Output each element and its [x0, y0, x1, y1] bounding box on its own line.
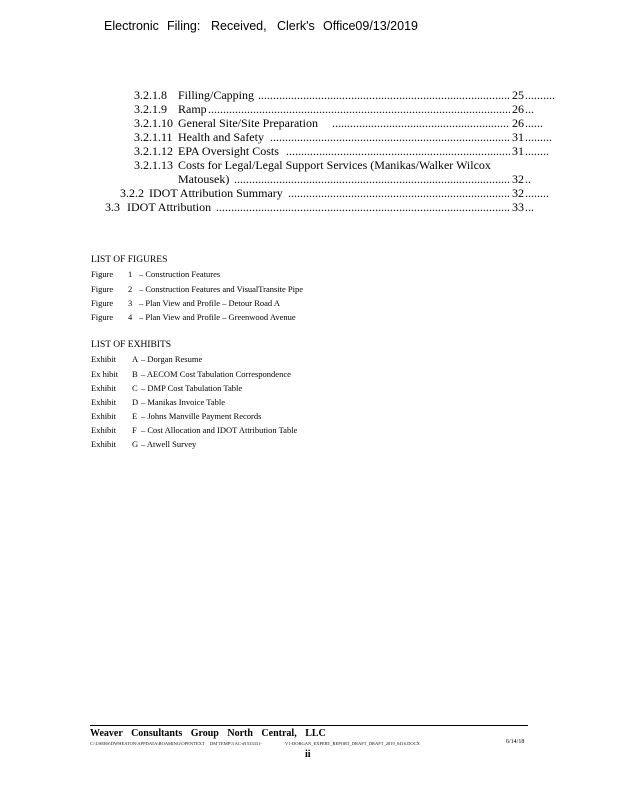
toc-number: 3.2.2	[120, 186, 144, 200]
toc-title: Ramp	[178, 102, 207, 116]
exhibit-label: Exhibit	[91, 354, 117, 364]
toc-trail: ......	[525, 116, 543, 130]
toc-trail: ...	[525, 200, 534, 214]
firm-name: Weaver Consultants Group North Central, LLC	[90, 728, 326, 739]
toc-number: 3.2.1.8	[134, 88, 167, 102]
toc-title: IDOT Attribution Summary	[149, 186, 283, 200]
toc-title-continued: Matousek)	[178, 172, 230, 186]
figure-label: Figure	[91, 298, 114, 308]
exhibit-letter: G	[132, 439, 139, 449]
toc-number: 3.2.1.10	[134, 116, 173, 130]
footer-date: 6/14/18	[506, 739, 525, 745]
toc-page: 33	[512, 200, 524, 214]
toc-trail: ........	[525, 144, 549, 158]
figure-desc: – Plan View and Profile – Detour Road A	[139, 298, 280, 308]
toc-number: 3.2.1.9	[134, 102, 167, 116]
file-path: C:\USERS\DWHEATON\APPDATA\ROAMING\OPENTEXT	[90, 741, 205, 746]
figure-desc: – Plan View and Profile – Greenwood Avenue	[139, 312, 296, 322]
footer-divider	[90, 725, 528, 726]
exhibit-letter: F	[132, 425, 137, 435]
toc-page: 32	[512, 186, 524, 200]
stamp-word: Office09/13/2019	[323, 19, 418, 33]
exhibit-desc: – Manikas Invoice Table	[141, 397, 225, 407]
exhibit-label: Exhibit	[91, 383, 117, 393]
toc-number: 3.2.1.12	[134, 144, 173, 158]
exhibits-heading: LIST OF EXHIBITS	[91, 340, 172, 350]
toc-title: EPA Oversight Costs	[178, 144, 279, 158]
toc-trail: ..........	[525, 88, 555, 102]
stamp-word: Filing:	[167, 19, 201, 33]
exhibit-label: Exhibit	[91, 397, 117, 407]
exhibit-letter: E	[132, 411, 138, 421]
toc-number: 3.2.1.13	[134, 158, 173, 172]
toc-trail: ...	[525, 102, 534, 116]
stamp-word: Received,	[211, 19, 267, 33]
toc-leader	[270, 130, 510, 144]
toc-page: 26	[512, 102, 524, 116]
exhibit-desc: – Cost Allocation and IDOT Attribution Table	[141, 425, 298, 435]
toc-page: 31	[512, 130, 524, 144]
toc-leader	[288, 186, 510, 200]
figure-number: 2	[128, 284, 133, 294]
toc-leader	[332, 116, 510, 130]
toc-trail: ..	[525, 172, 531, 186]
figure-desc: – Construction Features and VisualTransite Pipe	[139, 284, 304, 294]
toc-number: 3.2.1.11	[134, 130, 173, 144]
figure-number: 1	[128, 269, 133, 279]
toc-title: IDOT Attribution	[127, 200, 212, 214]
exhibit-desc: – Dorgan Resume	[141, 354, 203, 364]
toc-page: 31	[512, 144, 524, 158]
toc-page: 25	[512, 88, 524, 102]
figure-desc: – Construction Features	[139, 269, 221, 279]
figure-label: Figure	[91, 312, 114, 322]
exhibit-label: Exhibit	[91, 439, 117, 449]
toc-page: 32	[512, 172, 524, 186]
stamp-word: Electronic	[104, 19, 159, 33]
toc-leader	[216, 200, 510, 214]
toc-entry[interactable]	[0, 158, 618, 186]
figures-heading: LIST OF FIGURES	[91, 255, 168, 265]
exhibit-label: Exhibit	[91, 425, 117, 435]
page-number: ii	[305, 749, 311, 760]
toc-title: General Site/Site Preparation	[178, 116, 318, 130]
toc-title: Costs for Legal/Legal Support Services (Manikas/Walker Wilcox	[178, 158, 491, 172]
toc-title: Filling/Capping	[178, 88, 255, 102]
toc-leader	[208, 102, 510, 116]
toc-leader	[286, 144, 510, 158]
toc-trail: .........	[525, 130, 552, 144]
file-path: V1-DORGAN_EXPERT_REPORT_DRAFT_DRAFT_2019_0416.DOCX	[285, 741, 420, 746]
stamp-word: Clerk's	[277, 19, 315, 33]
toc-title: Health and Safety	[178, 130, 264, 144]
toc-leader	[234, 172, 510, 186]
toc-page: 26	[512, 116, 524, 130]
exhibit-desc: – Johns Manville Payment Records	[141, 411, 262, 421]
exhibit-letter: C	[132, 383, 138, 393]
exhibit-letter: D	[132, 397, 139, 407]
figure-label: Figure	[91, 269, 114, 279]
exhibit-label: Ex hibit	[91, 369, 119, 379]
exhibit-desc: – DMP Cost Tabulation Table	[141, 383, 243, 393]
figure-number: 3	[128, 298, 133, 308]
file-path: DM TEMP\3 AC-#1533331-	[210, 741, 262, 746]
toc-trail: ........	[525, 186, 549, 200]
toc-leader	[258, 88, 510, 102]
figure-label: Figure	[91, 284, 114, 294]
exhibit-letter: B	[132, 369, 138, 379]
exhibit-desc: – AECOM Cost Tabulation Correspondence	[141, 369, 291, 379]
figure-number: 4	[128, 312, 133, 322]
toc-number: 3.3	[105, 200, 120, 214]
exhibit-desc: – Atwell Survey	[141, 439, 197, 449]
exhibit-letter: A	[132, 354, 139, 364]
exhibit-label: Exhibit	[91, 411, 117, 421]
